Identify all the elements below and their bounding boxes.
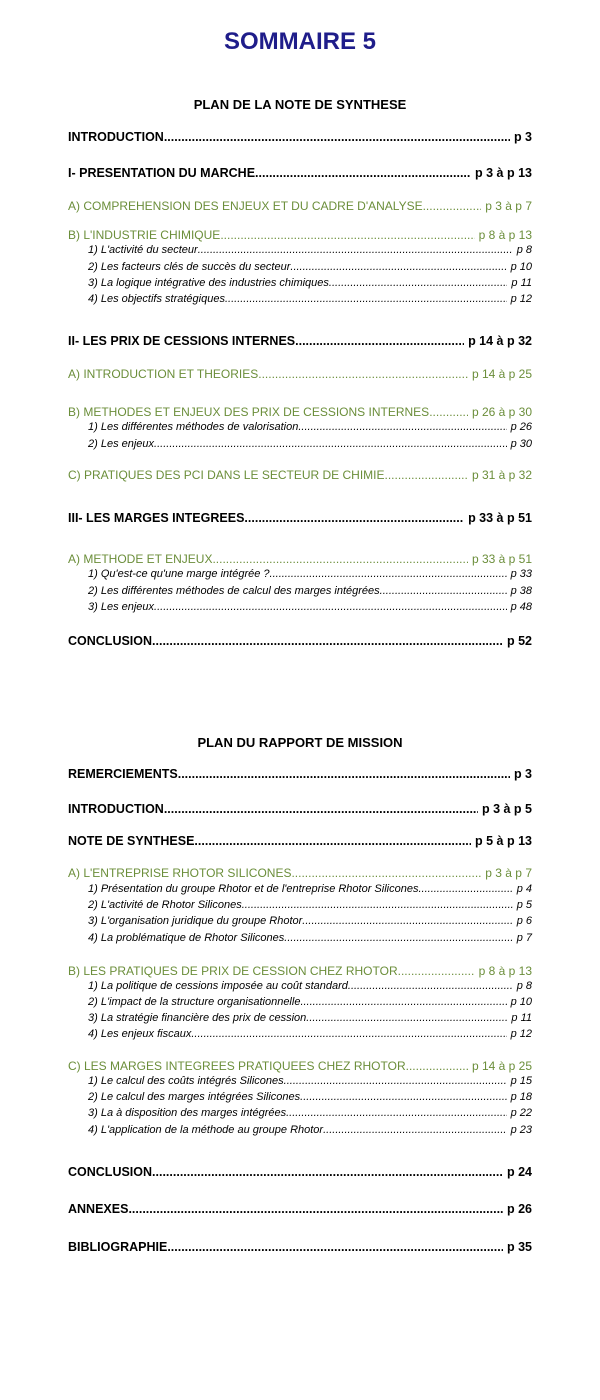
- dot-leader: [306, 1012, 507, 1024]
- toc-entry[interactable]: [68, 166, 532, 180]
- toc-entry-label: A) COMPREHENSION DES ENJEUX ET DU CADRE D'ANALYSE: [68, 199, 423, 213]
- toc-entry-page: p 8: [516, 244, 532, 256]
- toc-entry-label: CONCLUSION: [68, 1165, 153, 1179]
- dot-leader: [385, 468, 468, 482]
- dot-leader: [291, 866, 481, 880]
- toc-entry-label: 3) L'organisation juridique du groupe Rhotor: [88, 915, 303, 927]
- dot-leader: [154, 438, 507, 450]
- toc-entry[interactable]: [88, 996, 532, 1008]
- toc-entry-label: B) LES PRATIQUES DE PRIX DE CESSION CHEZ RHOTOR: [68, 964, 398, 978]
- dot-leader: [244, 511, 464, 525]
- dot-leader: [406, 1059, 468, 1073]
- toc-entry-page: p 33 à p 51: [468, 511, 532, 525]
- toc-entry-page: p 8: [516, 980, 532, 992]
- toc-entry[interactable]: [68, 634, 532, 648]
- dot-leader: [329, 277, 507, 289]
- dot-leader: [194, 834, 471, 848]
- toc-entry-page: p 18: [510, 1091, 532, 1103]
- toc-entry[interactable]: [88, 438, 532, 450]
- toc-entry-label: B) METHODES ET ENJEUX DES PRIX DE CESSIONS INTERNES: [68, 405, 430, 419]
- toc-entry-label: INTRODUCTION: [68, 130, 164, 144]
- toc-entry[interactable]: [88, 1107, 532, 1119]
- toc-entry-page: p 24: [506, 1165, 532, 1179]
- toc-entry-label: C) LES MARGES INTEGREES PRATIQUEES CHEZ RHOTOR: [68, 1059, 406, 1073]
- toc-entry-label: 4) Les enjeux fiscaux: [88, 1028, 192, 1040]
- dot-leader: [212, 552, 467, 566]
- toc-entry[interactable]: [88, 1091, 532, 1103]
- toc-entry-label: 4) L'application de la méthode au groupe Rhotor: [88, 1124, 324, 1136]
- toc-entry[interactable]: [88, 568, 532, 580]
- toc-entry-page: p 4: [516, 883, 532, 895]
- toc-entry-page: p 11: [511, 1012, 532, 1024]
- toc-entry-label: 1) L'activité du secteur: [88, 244, 198, 256]
- toc-entry[interactable]: [68, 1202, 532, 1216]
- toc-entry[interactable]: [68, 964, 532, 978]
- toc-entry-page: p 48: [510, 601, 532, 613]
- toc-entry[interactable]: [68, 130, 532, 144]
- dot-leader: [167, 1240, 503, 1254]
- toc-entry-label: 4) Les objectifs stratégiques: [88, 293, 225, 305]
- dot-leader: [398, 964, 475, 978]
- toc-entry-page: p 26: [510, 421, 532, 433]
- toc-entry-page: p 52: [506, 634, 532, 648]
- toc-entry[interactable]: [88, 883, 532, 895]
- dot-leader: [191, 1028, 506, 1040]
- toc-entry[interactable]: [88, 277, 532, 289]
- toc-entry-page: p 26: [506, 1202, 532, 1216]
- dot-leader: [255, 166, 471, 180]
- toc-entry-label: 3) Les enjeux: [88, 601, 155, 613]
- toc-entry-label: 2) Les facteurs clés de succès du secteur: [88, 261, 291, 273]
- toc-entry-label: REMERCIEMENTS: [68, 767, 178, 781]
- toc-entry[interactable]: [68, 834, 532, 848]
- dot-leader: [300, 1091, 506, 1103]
- toc-entry-label: A) L'ENTREPRISE RHOTOR SILICONES: [68, 866, 292, 880]
- toc-entry-label: A) INTRODUCTION ET THEORIES: [68, 367, 259, 381]
- dot-leader: [348, 980, 513, 992]
- dot-leader: [128, 1202, 503, 1216]
- dot-leader: [178, 767, 510, 781]
- toc-entry-page: p 5 à p 13: [475, 834, 532, 848]
- toc-entry[interactable]: [88, 980, 532, 992]
- toc-entry-label: 1) Les différentes méthodes de valorisation: [88, 421, 299, 433]
- toc-entry-page: p 26 à p 30: [471, 405, 532, 419]
- toc-entry-label: 2) L'activité de Rhotor Silicones: [88, 899, 242, 911]
- toc-entry-page: p 22: [510, 1107, 532, 1119]
- dot-leader: [152, 634, 503, 648]
- toc-entry-label: C) PRATIQUES DES PCI DANS LE SECTEUR DE CHIMIE: [68, 468, 385, 482]
- dot-leader: [380, 585, 507, 597]
- toc-entry[interactable]: [88, 601, 532, 613]
- toc-entry-page: p 5: [516, 899, 532, 911]
- dot-leader: [284, 932, 512, 944]
- toc-entry-page: p 14 à p 25: [471, 367, 532, 381]
- dot-leader: [164, 802, 478, 816]
- toc-entry-page: p 3: [513, 767, 532, 781]
- toc-entry-page: p 33 à p 51: [471, 552, 532, 566]
- toc-entry-label: 3) La logique intégrative des industries chimiques: [88, 277, 329, 289]
- toc-entry-label: 4) La problématique de Rhotor Silicones: [88, 932, 285, 944]
- toc-entry-page: p 23: [510, 1124, 532, 1136]
- toc-entry[interactable]: [88, 421, 532, 433]
- toc-entry-page: p 31 à p 32: [471, 468, 532, 482]
- toc-entry-page: p 8 à p 13: [478, 964, 532, 978]
- toc-entry-label: ANNEXES: [68, 1202, 129, 1216]
- section-heading-note-synthese: PLAN DE LA NOTE DE SYNTHESE: [193, 97, 407, 112]
- toc-entry[interactable]: [68, 334, 532, 348]
- toc-entry-page: p 10: [510, 261, 532, 273]
- toc-entry-label: 1) Le calcul des coûts intégrés Silicones: [88, 1075, 284, 1087]
- dot-leader: [423, 199, 482, 213]
- toc-entry-label: BIBLIOGRAPHIE: [68, 1240, 168, 1254]
- toc-entry[interactable]: [88, 1028, 532, 1040]
- toc-entry-label: A) METHODE ET ENJEUX: [68, 552, 213, 566]
- toc-entry-label: 1) Qu'est-ce qu'une marge intégrée ?: [88, 568, 270, 580]
- toc-entry[interactable]: [88, 932, 532, 944]
- toc-entry-page: p 15: [510, 1075, 532, 1087]
- toc-entry-label: 2) Les enjeux: [88, 438, 155, 450]
- toc-entry[interactable]: [68, 866, 532, 880]
- dot-leader: [429, 405, 468, 419]
- toc-entry[interactable]: [68, 367, 532, 381]
- toc-entry[interactable]: [68, 405, 532, 419]
- toc-entry-label: CONCLUSION: [68, 634, 153, 648]
- toc-entry-label: 3) La à disposition des marges intégrées: [88, 1107, 287, 1119]
- toc-entry-page: p 30: [510, 438, 532, 450]
- dot-leader: [286, 1107, 506, 1119]
- toc-entry-label: III- LES MARGES INTEGREES: [68, 511, 245, 525]
- toc-entry[interactable]: [68, 511, 532, 525]
- dot-leader: [298, 421, 506, 433]
- dot-leader: [295, 334, 464, 348]
- toc-entry[interactable]: [88, 293, 532, 305]
- toc-entry-page: p 14 à p 32: [468, 334, 532, 348]
- dot-leader: [220, 228, 474, 242]
- toc-entry-page: p 35: [506, 1240, 532, 1254]
- toc-entry[interactable]: [68, 199, 532, 213]
- toc-entry[interactable]: [68, 1165, 532, 1179]
- dot-leader: [154, 601, 507, 613]
- dot-leader: [270, 568, 507, 580]
- toc-entry-page: p 14 à p 25: [471, 1059, 532, 1073]
- toc-entry[interactable]: [68, 1059, 532, 1073]
- toc-entry[interactable]: [88, 1124, 532, 1136]
- toc-entry[interactable]: [88, 244, 532, 256]
- toc-entry-page: p 7: [516, 932, 532, 944]
- dot-leader: [198, 244, 513, 256]
- toc-entry[interactable]: [68, 802, 532, 816]
- dot-leader: [258, 367, 468, 381]
- toc-entry-page: p 6: [516, 915, 532, 927]
- section-heading-rapport-mission: PLAN DU RAPPORT DE MISSION: [197, 735, 403, 750]
- dot-leader: [323, 1124, 506, 1136]
- toc-entry-label: I- PRESENTATION DU MARCHE: [68, 166, 256, 180]
- toc-entry-label: 3) La stratégie financière des prix de cession: [88, 1012, 307, 1024]
- toc-entry[interactable]: [68, 1240, 532, 1254]
- toc-entry[interactable]: [68, 468, 532, 482]
- dot-leader: [152, 1165, 503, 1179]
- dot-leader: [302, 915, 512, 927]
- toc-entry-label: 2) L'impact de la structure organisationnelle: [88, 996, 301, 1008]
- toc-entry[interactable]: [68, 767, 532, 781]
- toc-entry-page: p 11: [511, 277, 532, 289]
- dot-leader: [284, 1075, 507, 1087]
- toc-entry-page: p 3 à p 5: [481, 802, 532, 816]
- toc-entry-label: 2) Le calcul des marges intégrées Silicones: [88, 1091, 301, 1103]
- toc-entry[interactable]: [88, 1075, 532, 1087]
- toc-entry[interactable]: [88, 915, 532, 927]
- toc-entry-label: INTRODUCTION: [68, 802, 164, 816]
- toc-entry-label: 2) Les différentes méthodes de calcul des marges intégrées: [88, 585, 380, 597]
- toc-entry[interactable]: [88, 1012, 532, 1024]
- dot-leader: [290, 261, 506, 273]
- toc-entry[interactable]: [68, 552, 532, 566]
- toc-entry-page: p 12: [510, 293, 532, 305]
- toc-entry[interactable]: [88, 585, 532, 597]
- toc-entry-page: p 3: [513, 130, 532, 144]
- toc-entry-label: B) L'INDUSTRIE CHIMIQUE: [68, 228, 221, 242]
- toc-entry-page: p 3 à p 7: [485, 866, 532, 880]
- toc-entry-page: p 33: [510, 568, 532, 580]
- toc-entry[interactable]: [88, 899, 532, 911]
- toc-entry-page: p 12: [510, 1028, 532, 1040]
- toc-entry-label: NOTE DE SYNTHESE: [68, 834, 195, 848]
- toc-entry-page: p 3 à p 13: [475, 166, 532, 180]
- toc-entry[interactable]: [88, 261, 532, 273]
- toc-entry-page: p 3 à p 7: [485, 199, 532, 213]
- dot-leader: [225, 293, 507, 305]
- toc-entry-page: p 8 à p 13: [478, 228, 532, 242]
- dot-leader: [164, 130, 510, 144]
- toc-entry-page: p 38: [510, 585, 532, 597]
- dot-leader: [242, 899, 513, 911]
- toc-entry-label: 1) La politique de cessions imposée au coût standard: [88, 980, 348, 992]
- toc-entry-label: 1) Présentation du groupe Rhotor et de l'entreprise Rhotor Silicones: [88, 883, 419, 895]
- page-title: SOMMAIRE 5: [223, 28, 376, 55]
- toc-entry[interactable]: [68, 228, 532, 242]
- dot-leader: [418, 883, 512, 895]
- toc-entry-label: II- LES PRIX DE CESSIONS INTERNES: [68, 334, 296, 348]
- dot-leader: [300, 996, 506, 1008]
- toc-entry-page: p 10: [510, 996, 532, 1008]
